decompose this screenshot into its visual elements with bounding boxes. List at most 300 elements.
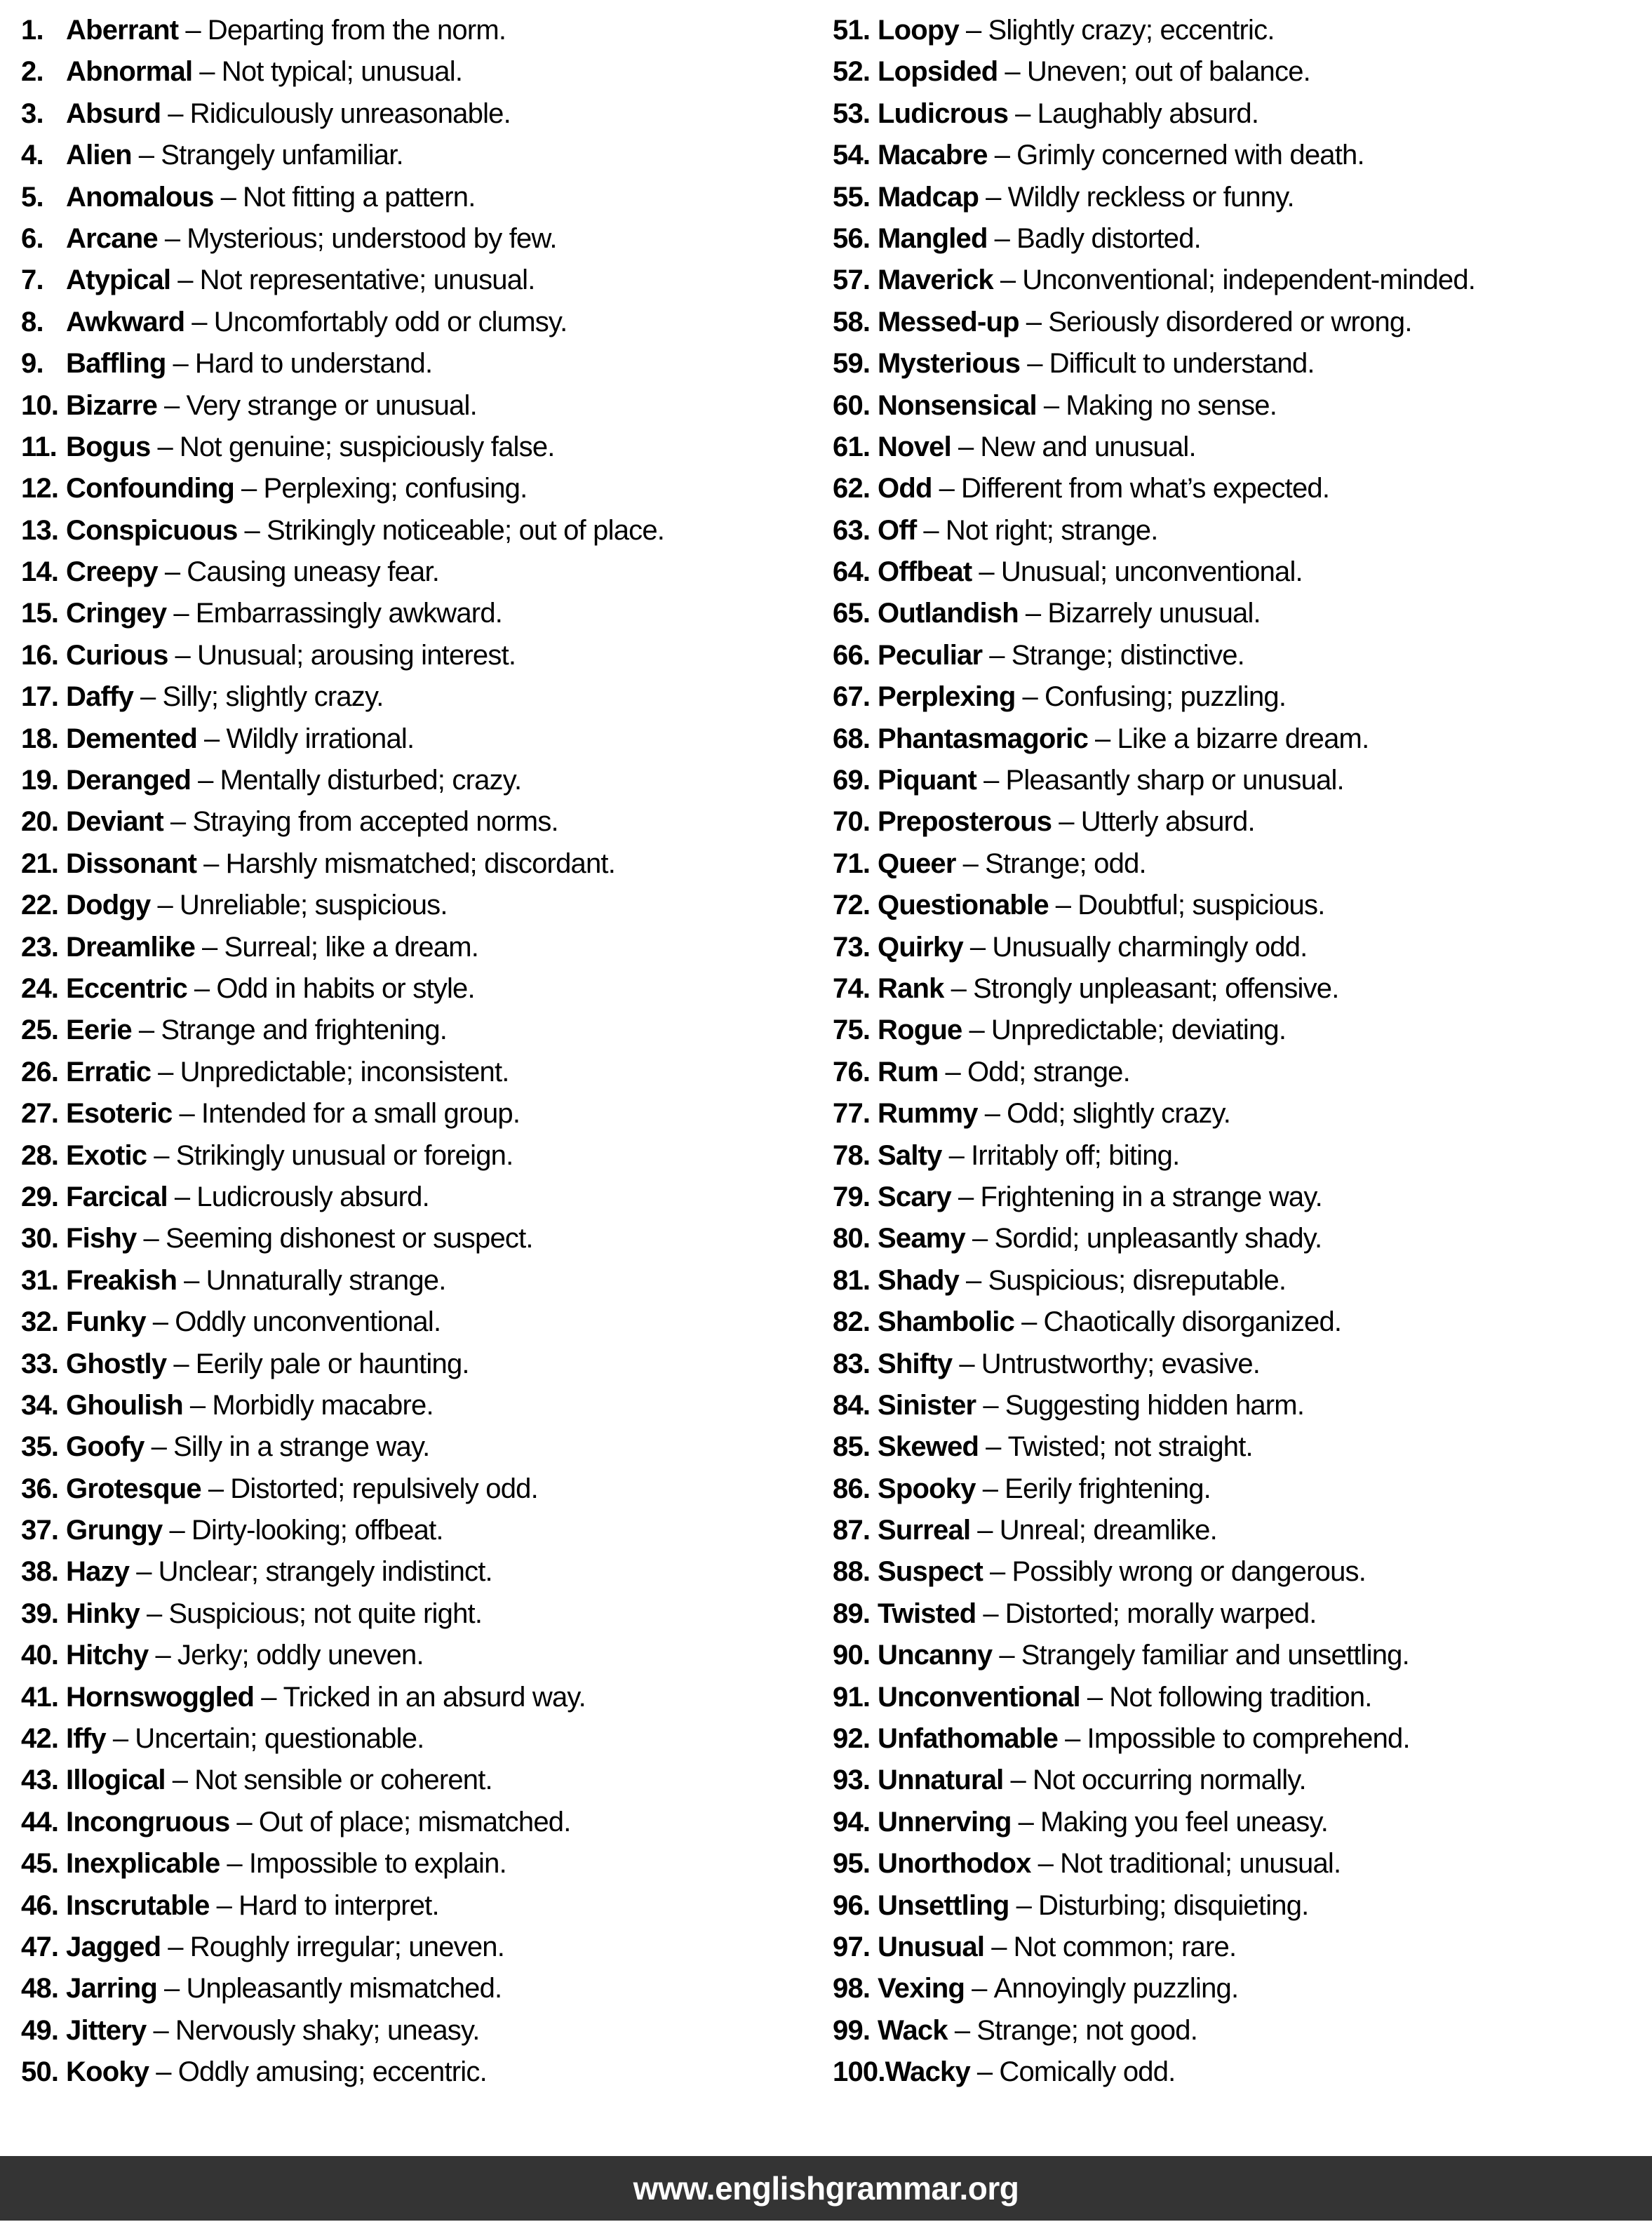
list-item — [833, 343, 1651, 384]
list-item — [833, 927, 1651, 968]
list-item — [21, 1551, 826, 1593]
item-separator: – — [958, 431, 974, 462]
item-separator: – — [1026, 306, 1042, 337]
item-number: 31. — [21, 1264, 59, 1296]
list-item — [21, 302, 826, 343]
item-number: 53. — [833, 98, 871, 129]
item-separator: – — [1025, 598, 1041, 629]
item-term: Confounding — [66, 473, 234, 504]
item-term: Eccentric — [66, 972, 187, 1004]
item-definition: Suspicious; disreputable. — [988, 1264, 1287, 1296]
item-separator: – — [241, 473, 257, 504]
item-definition: Twisted; not straight. — [1007, 1431, 1253, 1463]
item-number: 11. — [21, 431, 57, 462]
item-definition: Impossible to comprehend. — [1087, 1723, 1410, 1755]
item-definition: Perplexing; confusing. — [263, 473, 528, 504]
list-item — [833, 51, 1651, 93]
item-term: Seamy — [878, 1223, 965, 1254]
item-term: Preposterous — [878, 806, 1052, 838]
item-separator: – — [198, 765, 213, 796]
item-separator: – — [155, 1640, 170, 1671]
item-definition: Not traditional; unusual. — [1060, 1848, 1341, 1880]
item-term: Nonsensical — [878, 389, 1037, 421]
list-item — [833, 1843, 1651, 1885]
list-item — [21, 1093, 826, 1134]
item-number: 86. — [833, 1473, 871, 1504]
item-term: Inscrutable — [66, 1889, 210, 1921]
item-separator: – — [977, 1515, 993, 1546]
item-number: 23. — [21, 931, 59, 963]
item-term: Kooky — [66, 2056, 149, 2088]
item-definition: New and unusual. — [980, 431, 1196, 462]
item-term: Dreamlike — [66, 931, 196, 963]
item-definition: Unpredictable; deviating. — [990, 1015, 1287, 1046]
item-definition: Strikingly unusual or foreign. — [175, 1139, 513, 1171]
item-term: Bizarre — [66, 389, 158, 421]
item-definition: Not right; strange. — [945, 514, 1158, 546]
item-term: Lopsided — [878, 56, 998, 88]
list-item — [833, 1927, 1651, 1968]
list-item — [833, 1010, 1651, 1051]
item-separator: – — [203, 723, 220, 754]
list-item — [21, 2010, 826, 2051]
item-definition: Comically odd. — [999, 2056, 1176, 2088]
item-number: 35. — [21, 1431, 59, 1463]
item-term: Unfathomable — [878, 1723, 1059, 1755]
item-term: Novel — [878, 431, 951, 462]
item-definition: Pleasantly sharp or unusual. — [1005, 765, 1344, 796]
item-definition: Different from what’s expected. — [961, 473, 1330, 504]
list-item — [833, 1551, 1651, 1593]
item-definition: Unreal; dreamlike. — [999, 1515, 1217, 1546]
item-number: 77. — [833, 1098, 871, 1130]
item-separator: – — [954, 2014, 970, 2046]
item-definition: Mentally disturbed; crazy. — [220, 765, 522, 796]
item-definition: Strange; odd. — [985, 848, 1146, 879]
item-term: Unusual — [878, 1931, 985, 1962]
item-separator: – — [991, 1931, 1007, 1962]
item-separator: – — [157, 431, 173, 462]
item-term: Alien — [66, 140, 132, 171]
item-number: 62. — [833, 473, 871, 504]
item-separator: – — [972, 1973, 987, 2004]
list-item — [833, 468, 1651, 509]
item-separator: – — [994, 140, 1010, 171]
list-item — [21, 2051, 826, 2093]
item-number: 1. — [21, 15, 43, 46]
item-number: 2. — [21, 56, 43, 88]
item-definition: Doubtful; suspicious. — [1077, 890, 1325, 921]
list-item — [833, 1593, 1651, 1635]
item-separator: – — [227, 1848, 242, 1880]
list-item — [21, 635, 826, 676]
list-item — [833, 1885, 1651, 1927]
list-item — [21, 218, 826, 260]
item-number: 47. — [21, 1931, 59, 1962]
item-separator: – — [236, 1806, 252, 1838]
item-definition: Unconventional; independent-minded. — [1022, 265, 1476, 296]
item-number: 42. — [21, 1723, 59, 1755]
item-number: 46. — [21, 1889, 59, 1921]
list-item — [21, 927, 826, 968]
list-item — [833, 1677, 1651, 1718]
item-number: 3. — [21, 98, 43, 129]
item-separator: – — [152, 1306, 168, 1338]
item-term: Curious — [66, 639, 168, 671]
item-number: 56. — [833, 222, 871, 254]
list-item — [21, 1718, 826, 1760]
item-definition: Unnaturally strange. — [206, 1264, 446, 1296]
item-separator: – — [951, 972, 967, 1004]
item-number: 38. — [21, 1556, 59, 1588]
item-number: 93. — [833, 1765, 871, 1796]
item-definition: Wildly irrational. — [226, 723, 415, 754]
item-separator: – — [192, 306, 207, 337]
item-number: 61. — [833, 431, 871, 462]
item-definition: Suspicious; not quite right. — [168, 1598, 483, 1629]
list-item — [21, 1927, 826, 1968]
item-definition: Slightly crazy; eccentric. — [988, 15, 1275, 46]
item-separator: – — [173, 348, 188, 380]
item-term: Unconventional — [878, 1681, 1080, 1713]
list-item — [833, 1177, 1651, 1218]
item-definition: Strikingly noticeable; out of place. — [267, 514, 665, 546]
item-separator: – — [1043, 389, 1059, 421]
item-separator: – — [173, 598, 189, 629]
item-term: Ghostly — [66, 1348, 167, 1379]
item-term: Conspicuous — [66, 514, 238, 546]
item-separator: – — [216, 1889, 232, 1921]
item-term: Wack — [878, 2014, 948, 2046]
item-number: 30. — [21, 1223, 59, 1254]
item-definition: Seeming dishonest or suspect. — [165, 1223, 533, 1254]
list-item — [21, 718, 826, 760]
item-term: Unnerving — [878, 1806, 1012, 1838]
item-separator: – — [965, 15, 981, 46]
list-item — [833, 2051, 1651, 2093]
item-definition: Oddly unconventional. — [175, 1306, 441, 1338]
list-item — [833, 385, 1651, 427]
item-term: Vexing — [878, 1973, 965, 2004]
item-separator: – — [189, 1389, 206, 1421]
list-item — [21, 1260, 826, 1301]
list-item — [21, 1843, 826, 1885]
list-item — [833, 10, 1651, 51]
item-number: 88. — [833, 1556, 871, 1588]
item-number: 36. — [21, 1473, 59, 1504]
word-list-page — [0, 10, 1652, 2094]
item-separator: – — [986, 1431, 1001, 1463]
list-item — [21, 593, 826, 634]
item-definition: Sordid; unpleasantly shady. — [994, 1223, 1322, 1254]
list-item — [833, 218, 1651, 260]
list-item — [833, 302, 1651, 343]
item-separator: – — [143, 1223, 159, 1254]
item-term: Baffling — [66, 348, 166, 380]
list-item — [21, 1468, 826, 1510]
list-item — [21, 343, 826, 384]
item-number: 21. — [21, 848, 59, 879]
list-item — [833, 1510, 1651, 1551]
item-separator: – — [220, 181, 236, 213]
item-separator: – — [1016, 1889, 1032, 1921]
item-separator: – — [177, 265, 193, 296]
item-term: Inexplicable — [66, 1848, 220, 1880]
list-item — [833, 801, 1651, 843]
item-definition: Laughably absurd. — [1037, 98, 1259, 129]
item-term: Exotic — [66, 1139, 147, 1171]
item-separator: – — [1095, 723, 1110, 754]
item-definition: Frightening in a strange way. — [980, 1181, 1322, 1212]
item-number: 9. — [21, 348, 43, 380]
list-item — [833, 135, 1651, 176]
item-number: 78. — [833, 1139, 871, 1171]
item-separator: – — [1015, 98, 1030, 129]
item-number: 14. — [21, 556, 59, 588]
item-number: 43. — [21, 1765, 59, 1796]
list-item — [21, 968, 826, 1010]
item-term: Anomalous — [66, 181, 214, 213]
list-item — [833, 635, 1651, 676]
item-separator: – — [208, 1473, 224, 1504]
item-number: 59. — [833, 348, 871, 380]
item-definition: Disturbing; disquieting. — [1038, 1889, 1309, 1921]
item-separator: – — [982, 1473, 998, 1504]
item-separator: – — [983, 765, 999, 796]
item-term: Jittery — [66, 2014, 147, 2046]
item-separator: – — [194, 972, 210, 1004]
list-item — [833, 885, 1651, 926]
item-term: Aberrant — [66, 15, 179, 46]
list-item — [833, 1301, 1651, 1343]
item-term: Macabre — [878, 140, 988, 171]
list-item — [833, 1968, 1651, 2009]
item-number: 55. — [833, 181, 871, 213]
item-definition: Odd; strange. — [967, 1056, 1130, 1087]
item-term: Demented — [66, 723, 197, 754]
item-definition: Not common; rare. — [1013, 1931, 1237, 1962]
item-separator: – — [1027, 348, 1042, 380]
item-number: 71. — [833, 848, 871, 879]
item-term: Jarring — [66, 1973, 158, 2004]
item-definition: Oddly amusing; eccentric. — [177, 2056, 487, 2088]
item-term: Offbeat — [878, 556, 972, 588]
item-term: Atypical — [66, 265, 171, 296]
list-item — [833, 93, 1651, 135]
item-term: Rogue — [878, 1015, 962, 1046]
item-separator: – — [244, 514, 260, 546]
item-separator: – — [174, 1181, 190, 1212]
item-separator: – — [976, 2056, 993, 2088]
item-term: Hinky — [66, 1598, 140, 1629]
list-item — [833, 1426, 1651, 1468]
list-item — [21, 1385, 826, 1426]
item-definition: Making no sense. — [1066, 389, 1277, 421]
item-separator: – — [156, 2056, 171, 2088]
list-item — [21, 1052, 826, 1093]
item-number: 13. — [21, 514, 59, 546]
item-separator: – — [999, 1640, 1014, 1671]
item-number: 90. — [833, 1640, 871, 1671]
item-number: 44. — [21, 1806, 59, 1838]
item-definition: Confusing; puzzling. — [1044, 681, 1287, 713]
item-definition: Making you feel uneasy. — [1040, 1806, 1329, 1838]
list-item — [833, 1218, 1651, 1259]
item-number: 37. — [21, 1515, 59, 1546]
list-item — [21, 1593, 826, 1635]
item-definition: Wildly reckless or funny. — [1007, 181, 1294, 213]
item-separator: – — [1021, 1306, 1037, 1338]
item-number: 89. — [833, 1598, 871, 1629]
item-number: 70. — [833, 806, 871, 838]
item-definition: Like a bizarre dream. — [1117, 723, 1369, 754]
item-term: Uncanny — [878, 1640, 993, 1671]
item-definition: Straying from accepted norms. — [192, 806, 558, 838]
item-number: 98. — [833, 1973, 871, 2004]
item-separator: – — [146, 1598, 162, 1629]
item-definition: Annoyingly puzzling. — [993, 1973, 1239, 2004]
item-term: Fishy — [66, 1223, 137, 1254]
item-separator: – — [979, 556, 994, 588]
item-separator: – — [179, 1098, 194, 1130]
item-separator: – — [990, 1556, 1005, 1588]
item-separator: – — [1055, 890, 1071, 921]
item-separator: – — [164, 389, 180, 421]
item-separator: – — [1010, 1765, 1026, 1796]
list-item — [833, 1135, 1651, 1177]
item-separator: – — [983, 1598, 998, 1629]
item-number: 34. — [21, 1389, 59, 1421]
item-number: 10. — [21, 389, 59, 421]
item-number: 15. — [21, 598, 59, 629]
item-term: Mysterious — [878, 348, 1021, 380]
item-term: Suspect — [878, 1556, 983, 1588]
item-number: 41. — [21, 1681, 59, 1713]
item-separator: – — [939, 473, 955, 504]
item-term: Ludicrous — [878, 98, 1009, 129]
item-number: 7. — [21, 265, 43, 296]
list-item — [21, 1802, 826, 1843]
list-item — [21, 1677, 826, 1718]
item-separator: – — [151, 1431, 167, 1463]
item-definition: Unpleasantly mismatched. — [186, 1973, 502, 2004]
item-term: Freakish — [66, 1264, 177, 1296]
item-number: 76. — [833, 1056, 871, 1087]
item-separator: – — [1059, 806, 1074, 838]
item-number: 94. — [833, 1806, 871, 1838]
item-number: 45. — [21, 1848, 59, 1880]
item-term: Bogus — [66, 431, 151, 462]
item-term: Unsettling — [878, 1889, 1009, 1921]
item-term: Grotesque — [66, 1473, 201, 1504]
item-number: 5. — [21, 181, 43, 213]
item-separator: – — [1018, 1806, 1034, 1838]
item-separator: – — [175, 639, 190, 671]
item-number: 72. — [833, 890, 871, 921]
item-definition: Strange; distinctive. — [1011, 639, 1244, 671]
list-item — [21, 1510, 826, 1551]
item-definition: Strangely familiar and unsettling. — [1021, 1640, 1409, 1671]
item-definition: Causing uneasy fear. — [187, 556, 440, 588]
item-definition: Badly distorted. — [1016, 222, 1201, 254]
item-number: 24. — [21, 972, 59, 1004]
list-item — [21, 1635, 826, 1676]
item-term: Dissonant — [66, 848, 197, 879]
item-number: 40. — [21, 1640, 59, 1671]
item-number: 91. — [833, 1681, 871, 1713]
item-number: 18. — [21, 723, 59, 754]
item-number: 39. — [21, 1598, 59, 1629]
item-definition: Not genuine; suspiciously false. — [179, 431, 555, 462]
item-number: 68. — [833, 723, 871, 754]
item-term: Arcane — [66, 222, 158, 254]
item-term: Eerie — [66, 1015, 132, 1046]
item-term: Quirky — [878, 931, 963, 963]
item-number: 100. — [833, 2056, 885, 2088]
item-separator: – — [158, 1056, 173, 1087]
item-term: Surreal — [878, 1515, 971, 1546]
footer-bar — [0, 2156, 1652, 2221]
word-list-column-right — [826, 10, 1651, 2094]
list-item — [833, 1052, 1651, 1093]
item-definition: Not fitting a pattern. — [243, 181, 476, 213]
item-separator: – — [1022, 681, 1037, 713]
item-separator: – — [958, 1181, 974, 1212]
list-item — [833, 177, 1651, 218]
list-item — [833, 1718, 1651, 1760]
list-item — [21, 1218, 826, 1259]
item-definition: Unusual; arousing interest. — [196, 639, 516, 671]
item-definition: Strange; not good. — [976, 2014, 1198, 2046]
list-item — [833, 676, 1651, 718]
list-item — [21, 385, 826, 427]
item-definition: Ludicrously absurd. — [196, 1181, 429, 1212]
item-number: 79. — [833, 1181, 871, 1212]
item-term: Sinister — [878, 1389, 976, 1421]
item-separator: – — [169, 1515, 184, 1546]
list-item — [21, 177, 826, 218]
item-definition: Possibly wrong or dangerous. — [1012, 1556, 1366, 1588]
item-definition: Grimly concerned with death. — [1016, 140, 1364, 171]
item-separator: – — [185, 15, 201, 46]
list-item — [833, 843, 1651, 885]
list-item — [833, 1344, 1651, 1385]
item-separator: – — [966, 1264, 981, 1296]
item-definition: Seriously disordered or wrong. — [1048, 306, 1412, 337]
item-separator: – — [138, 1015, 154, 1046]
item-definition: Jerky; oddly uneven. — [177, 1640, 424, 1671]
item-number: 81. — [833, 1264, 871, 1296]
item-term: Hazy — [66, 1556, 130, 1588]
item-separator: – — [972, 1223, 988, 1254]
item-term: Piquant — [878, 765, 977, 796]
list-item — [833, 2010, 1651, 2051]
item-definition: Uncertain; questionable. — [135, 1723, 424, 1755]
item-separator: – — [923, 514, 939, 546]
item-separator: – — [962, 848, 979, 879]
list-item — [833, 1468, 1651, 1510]
item-separator: – — [986, 181, 1001, 213]
list-item — [833, 1385, 1651, 1426]
item-term: Rummy — [878, 1098, 978, 1130]
word-list-column-left — [0, 10, 826, 2094]
item-term: Daffy — [66, 681, 134, 713]
list-item — [21, 260, 826, 301]
item-definition: Bizarrely unusual. — [1047, 598, 1261, 629]
item-term: Wacky — [885, 2056, 970, 2088]
item-term: Abnormal — [66, 56, 193, 88]
item-definition: Uneven; out of balance. — [1026, 56, 1310, 88]
